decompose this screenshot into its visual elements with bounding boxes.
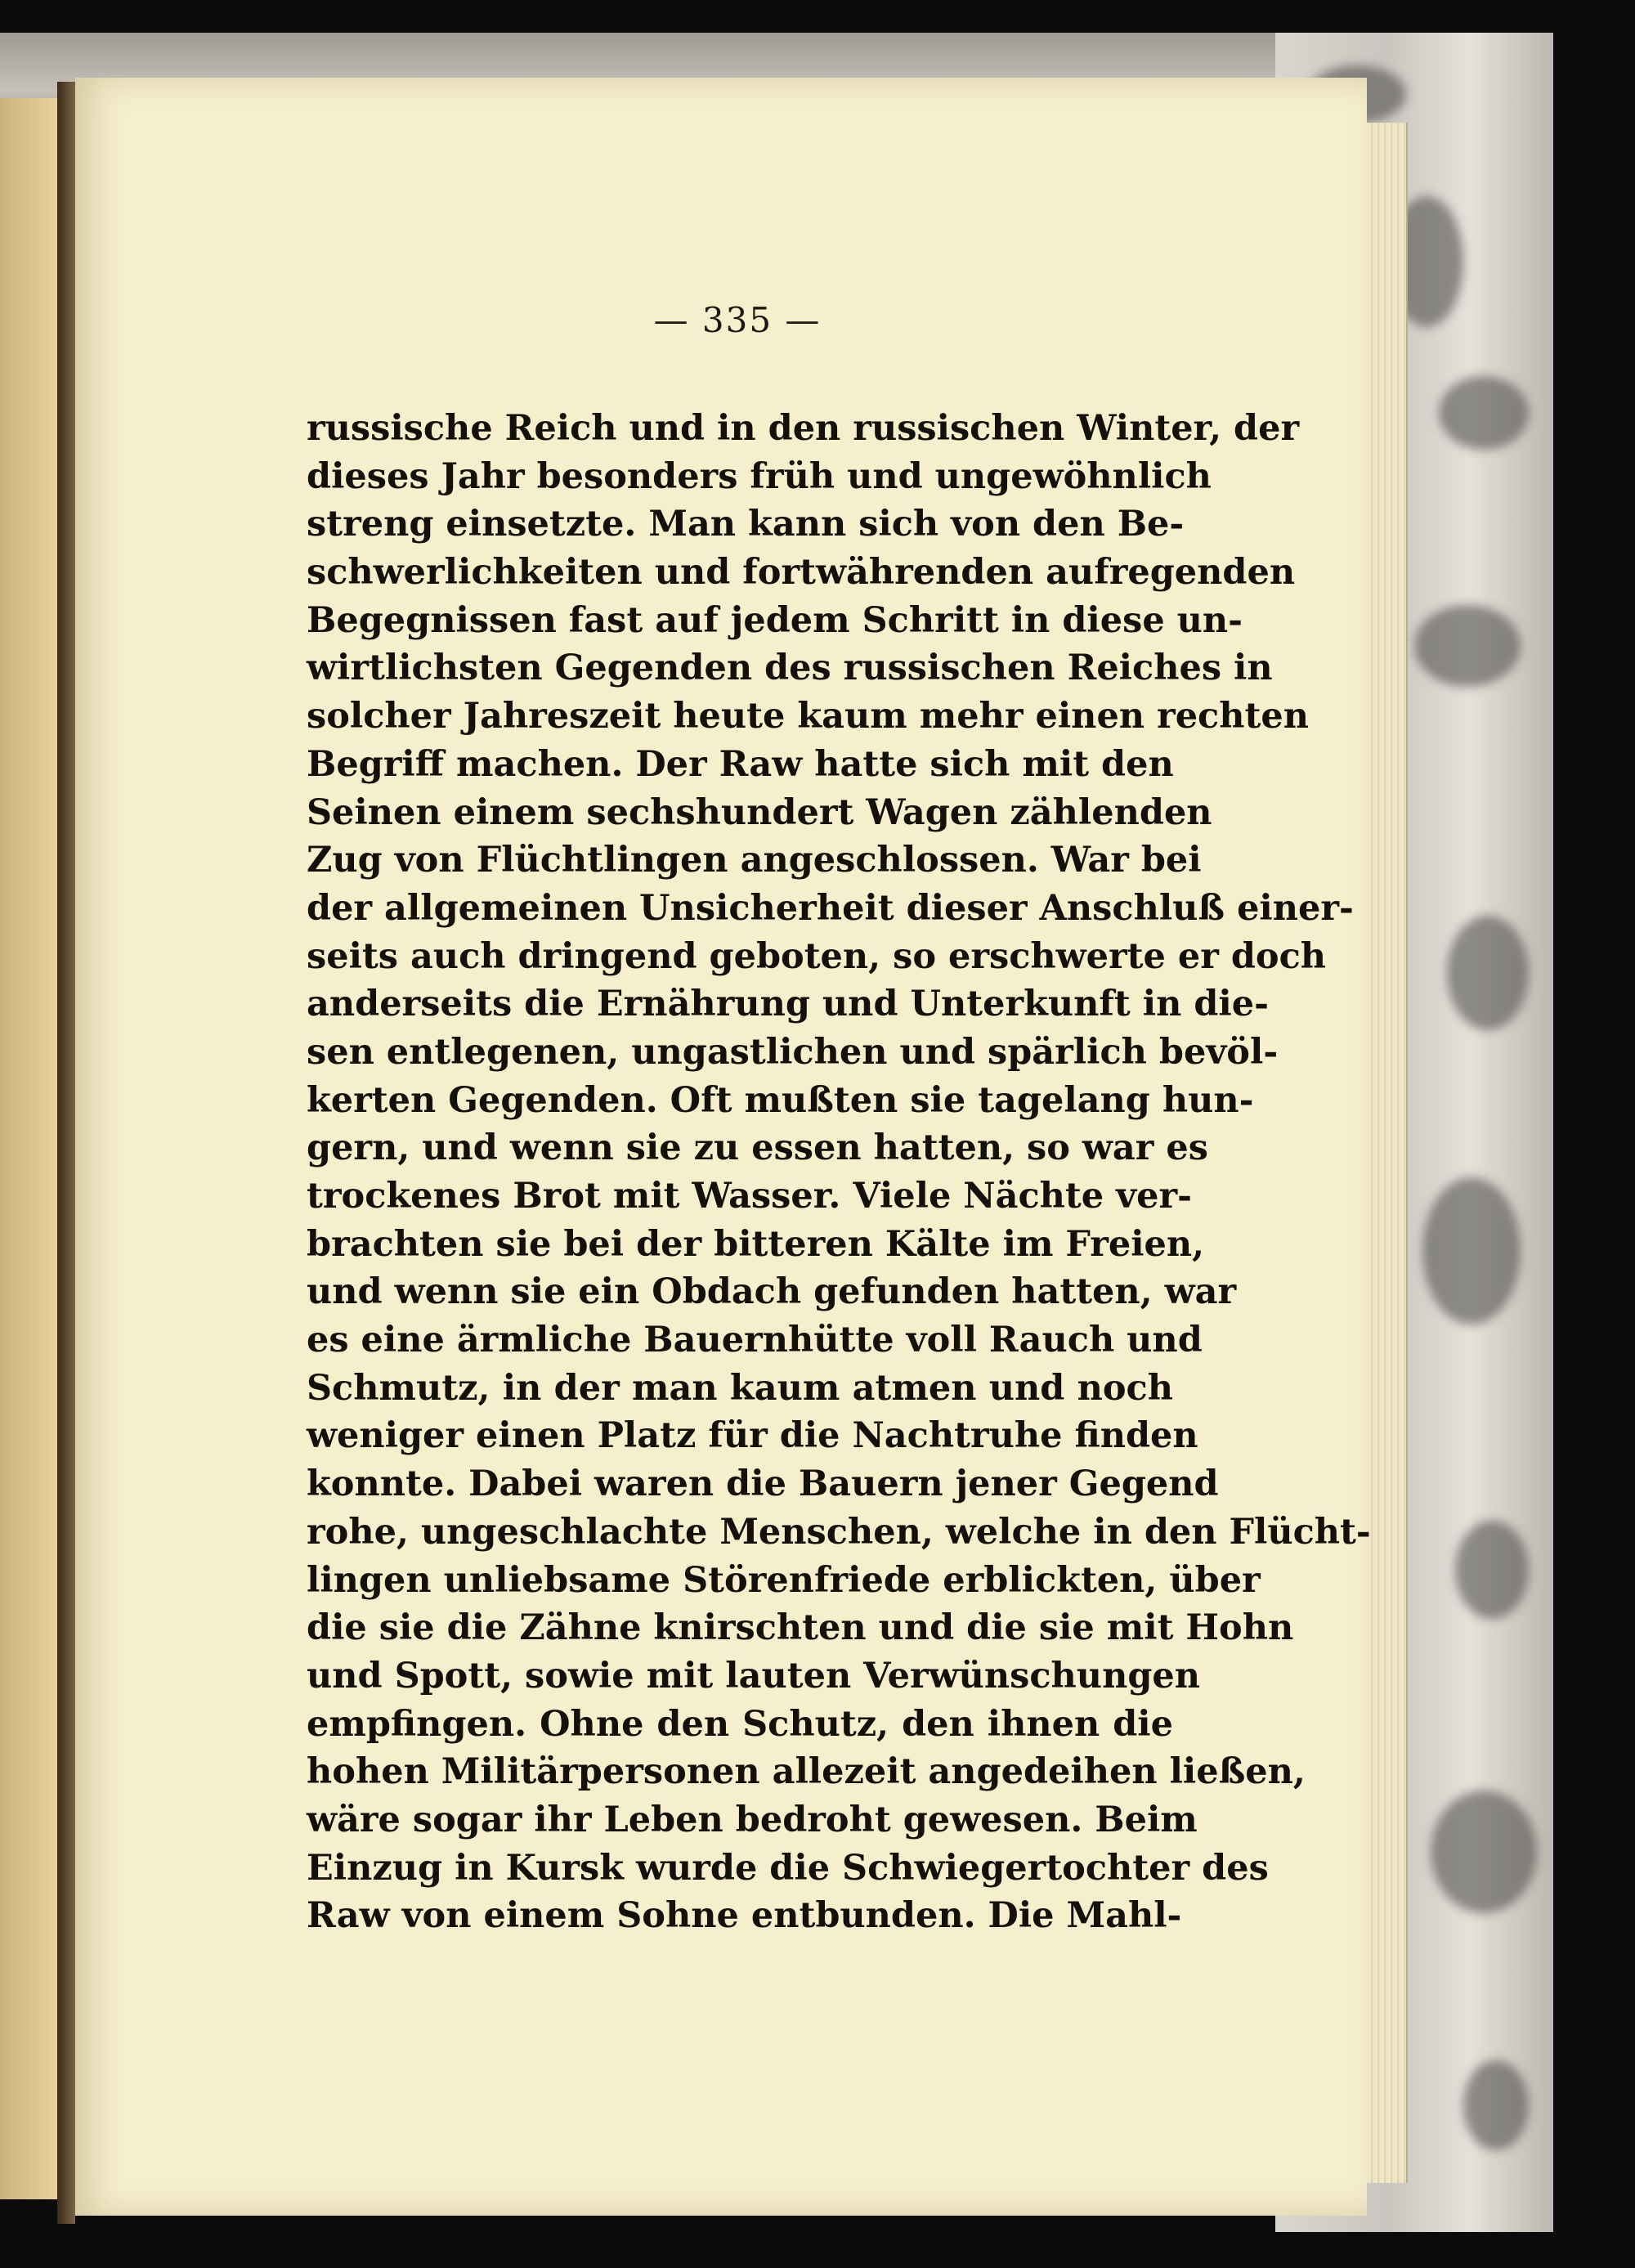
text-line: wäre sogar ihr Leben bedroht gewesen. Beim (307, 1799, 1198, 1840)
text-line: sen entlegenen, ungastlichen und spärlich bevöl- (307, 1031, 1279, 1073)
text-line: und wenn sie ein Obdach gefunden hatten, war (307, 1271, 1237, 1313)
cover-stain (1455, 1521, 1529, 1619)
text-line: dieses Jahr besonders früh und ungewöhnlich (307, 455, 1212, 497)
text-line: es eine ärmliche Bauernhütte voll Rauch und (307, 1320, 1203, 1361)
text-line: Einzug in Kursk wurde die Schwiegertochter des (307, 1847, 1269, 1889)
text-line: streng einsetzte. Man kann sich von den Be- (307, 504, 1185, 545)
text-line: lingen unliebsame Störenfriede erblickten, über (307, 1559, 1261, 1601)
text-line: konnte. Dabei waren die Bauern jener Gegend (307, 1463, 1219, 1505)
book-gutter (57, 82, 75, 2224)
text-line: rohe, ungeschlachte Menschen, welche in den Flücht- (307, 1511, 1371, 1553)
text-line: der allgemeinen Unsicherheit dieser Anschluß einer- (307, 887, 1354, 929)
text-line: Begegnissen fast auf jedem Schritt in diese un- (307, 599, 1243, 641)
text-line: seits auch dringend geboten, so erschwerte er doch (307, 935, 1327, 977)
page-number: — 335 — (653, 300, 822, 340)
text-line: weniger einen Platz für die Nachtruhe finden (307, 1415, 1198, 1457)
text-line: die sie die Zähne knirschten und die sie mit Hohn (307, 1607, 1294, 1649)
text-line: Raw von einem Sohne entbunden. Die Mahl- (307, 1895, 1182, 1937)
facing-page-edge (0, 98, 57, 2199)
text-line: Zug von Flüchtlingen angeschlossen. War bei (307, 840, 1202, 881)
text-line: schwerlichkeiten und fortwährenden aufregenden (307, 552, 1296, 594)
text-line: trockenes Brot mit Wasser. Viele Nächte ver- (307, 1176, 1192, 1217)
text-line: Schmutz, in der man kaum atmen und noch (307, 1367, 1173, 1409)
text-line: solcher Jahreszeit heute kaum mehr einen rechten (307, 696, 1309, 737)
cover-stain (1414, 605, 1521, 687)
text-line: russische Reich und in den russischen Winter, der (307, 408, 1300, 449)
cover-stain (1431, 1791, 1537, 1913)
cover-stain (1422, 1177, 1521, 1324)
text-line: Begriff machen. Der Raw hatte sich mit den (307, 743, 1174, 785)
text-line: brachten sie bei der bitteren Kälte im Freien, (307, 1223, 1205, 1265)
cover-stain (1463, 2060, 1529, 2150)
text-line: wirtlichsten Gegenden des russischen Reiches in (307, 648, 1273, 689)
text-line: kerten Gegenden. Oft mußten sie tagelang hun- (307, 1079, 1254, 1121)
text-line: hohen Militärpersonen allezeit angedeihen ließen, (307, 1751, 1306, 1793)
cover-stain (1439, 376, 1529, 450)
text-line: und Spott, sowie mit lauten Verwünschungen (307, 1655, 1201, 1697)
cover-stain (1447, 916, 1529, 1030)
page-body-text (307, 405, 1371, 1940)
text-line: gern, und wenn sie zu essen hatten, so war es (307, 1127, 1208, 1169)
text-line: anderseits die Ernährung und Unterkunft in die- (307, 984, 1269, 1025)
text-line: Seinen einem sechshundert Wagen zählenden (307, 791, 1212, 833)
text-line: empfingen. Ohne den Schutz, den ihnen die (307, 1703, 1173, 1745)
book-page (75, 78, 1371, 2216)
